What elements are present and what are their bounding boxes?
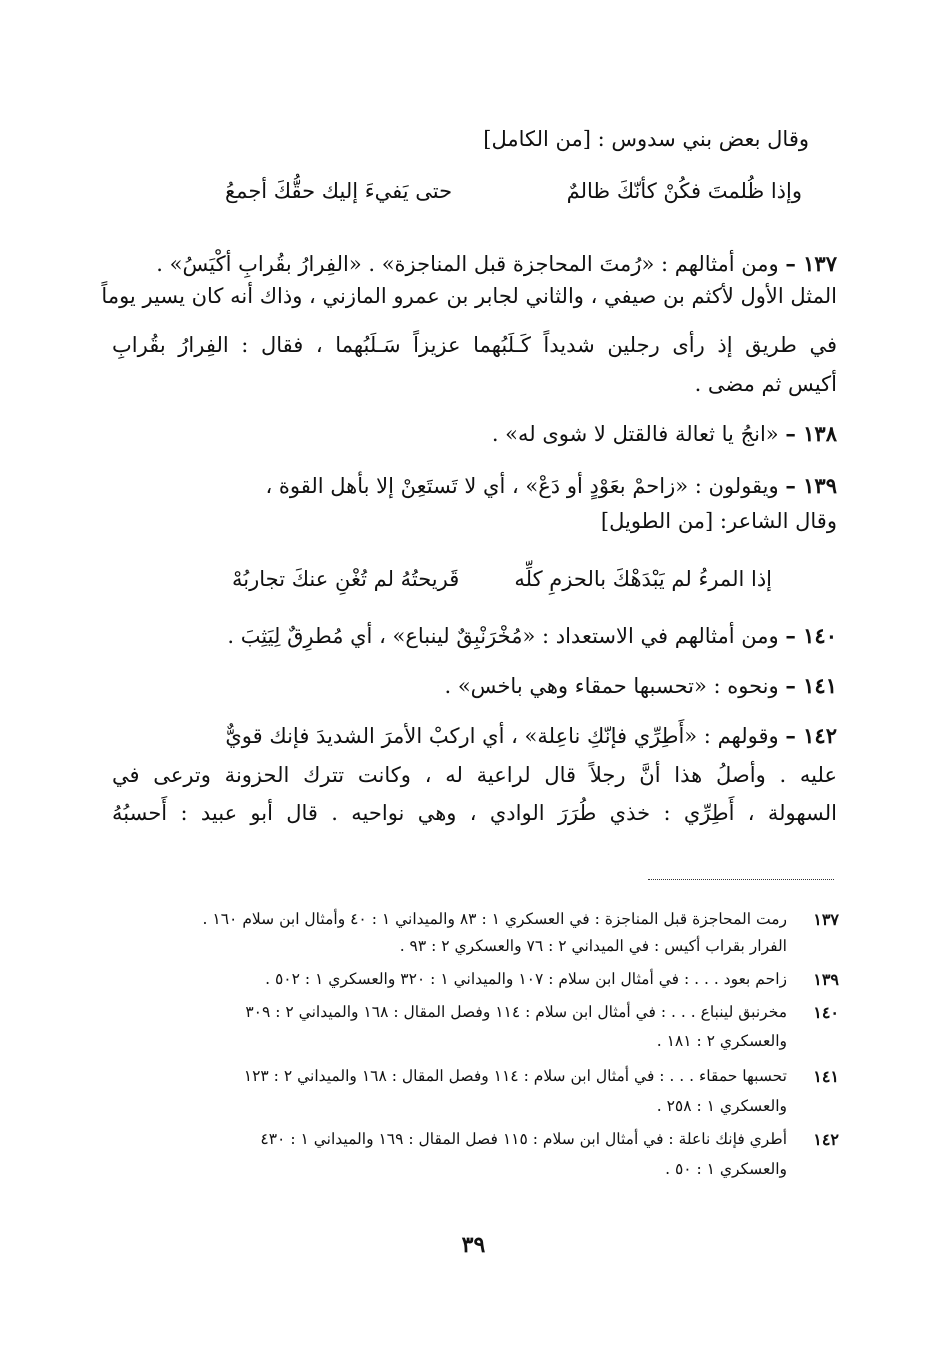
entry-141 — [444, 672, 837, 700]
entry-138 — [492, 420, 837, 448]
verse-2-hemistich-right: إذا المرءُ لم يَبْدَهْكَ بالحزمِ كلِّه — [514, 567, 772, 591]
footnote-number: ١٤١ — [813, 1067, 839, 1086]
entry-142-line-3: السهولة ، أَطِرِّي : خذي طُرَرَ الوادي ، وهي نواحيه . قال أبو عبيد : أَحسبُهُ — [112, 801, 837, 825]
entry-text: ومن أمثالهم في الاستعداد : «مُخْرَنْبِقٌ لينباع» ، أي مُطرِقٌ لِيَثِبَ . — [227, 624, 779, 648]
footnote-line: زاحم بعود . . . : في أمثال ابن سلام : ١٠٧ والميداني ١ : ٣٢٠ والعسكري ١ : ٥٠٢ . — [265, 970, 787, 988]
page-number: ٣٩ — [461, 1232, 486, 1258]
footnote-number: ١٣٧ — [813, 910, 839, 929]
verse-2-hemistich-left: قَريحتُهُ لم تُغْنِ عنكَ تجاربُهْ — [232, 567, 460, 591]
entry-139-line-2: وقال الشاعر: [من الطويل] — [600, 509, 837, 533]
entry-137-line-3: في طريق إذ رأى رجلين شديداً كَـلَبُهما عزيزاً سَـلَبُهما ، فقال : الفِرارُ بقُرابِ — [112, 333, 837, 357]
entry-number: ١٤٠ – — [785, 623, 837, 648]
entry-142-line-2: عليه . وأصلُ هذا أنَّ رجلاً قال لراعية له ، وكانت تترك الحزونة وترعى في — [112, 763, 837, 787]
intro-line: وقال بعض بني سدوس : [من الكامل] — [483, 127, 809, 151]
footnote-line: والعسكري ١ : ٢٥٨ . — [656, 1097, 787, 1115]
footnote-line: والعسكري ١ : ٥٠ . — [665, 1160, 787, 1178]
entry-number: ١٣٩ – — [785, 473, 837, 498]
entry-number: ١٤١ – — [785, 673, 837, 698]
verse-1-hemistich-right: وإذا ظُلمتَ فكُنْ كأنّكَ ظالمٌ — [566, 179, 802, 203]
footnote-line: والعسكري ٢ : ١٨١ . — [656, 1032, 787, 1050]
entry-text: «انجُ يا ثعالة فالقتل لا شوى له» . — [491, 422, 779, 446]
entry-142-first-line — [225, 722, 837, 750]
entry-139-first-line — [265, 472, 837, 500]
entry-text: ونحوه : «تحسبها حمقاء وهي باخس» . — [444, 674, 779, 698]
entry-text: ويقولون : «زاحمْ بعَوْدٍ أو دَعْ» ، أي لا تَستَعِنْ إلا بأهل القوة ، — [265, 474, 779, 498]
entry-number: ١٣٨ – — [785, 421, 837, 446]
footnote-line: الفرار بقراب أكيس : في الميداني ٢ : ٧٦ والعسكري ٢ : ٩٣ . — [399, 937, 787, 955]
entry-140 — [227, 622, 837, 650]
entry-text: وقولهم : «أَطِرِّي فإنّكِ ناعِلة» ، أي اركبْ الأمرَ الشديدَ فإنك قويٌّ — [225, 724, 779, 748]
footnote-number: ١٤٢ — [813, 1130, 839, 1149]
entry-number: ١٤٢ – — [785, 723, 837, 748]
entry-137-line-4: أكيس ثم مضى . — [694, 372, 837, 396]
footnote-number: ١٣٩ — [813, 970, 839, 989]
footnote-line: رمت المحاجزة قبل المناجزة : في العسكري ١ : ٨٣ والميداني ١ : ٤٠ وأمثال ابن سلام ١٦٠ . — [202, 910, 787, 928]
footnote-line: أطري فإنك ناعلة : في أمثال ابن سلام : ١١٥ فصل المقال : ١٦٩ والميداني ١ : ٤٣٠ — [260, 1130, 787, 1148]
footnote-number: ١٤٠ — [813, 1003, 839, 1022]
entry-137-line-2: المثل الأول لأكثم بن صيفي ، والثاني لجابر بن عمرو المازني ، وذاك أنه كان يسير يوماً — [101, 284, 837, 308]
footnote-separator — [648, 879, 834, 880]
footnote-line: مخرنبق لينباع . . . : في أمثال ابن سلام : ١١٤ وفصل المقال : ١٦٨ والميداني ٢ : ٣٠٩ — [245, 1003, 787, 1021]
entry-text: ومن أمثالهم : «رُمتَ المحاجزة قبل المناجزة» . «الفِرارُ بقُرابِ أكْيَسُ» . — [156, 252, 779, 276]
entry-137-first-line — [156, 250, 837, 278]
entry-number: ١٣٧ – — [785, 251, 837, 276]
verse-1-hemistich-left: حتى يَفيءَ إليك حقُّكَ أجمعُ — [225, 179, 453, 203]
footnote-line: تحسبها حمقاء . . . : في أمثال ابن سلام : ١١٤ وفصل المقال : ١٦٨ والميداني ٢ : ١٢٣ — [243, 1067, 787, 1085]
